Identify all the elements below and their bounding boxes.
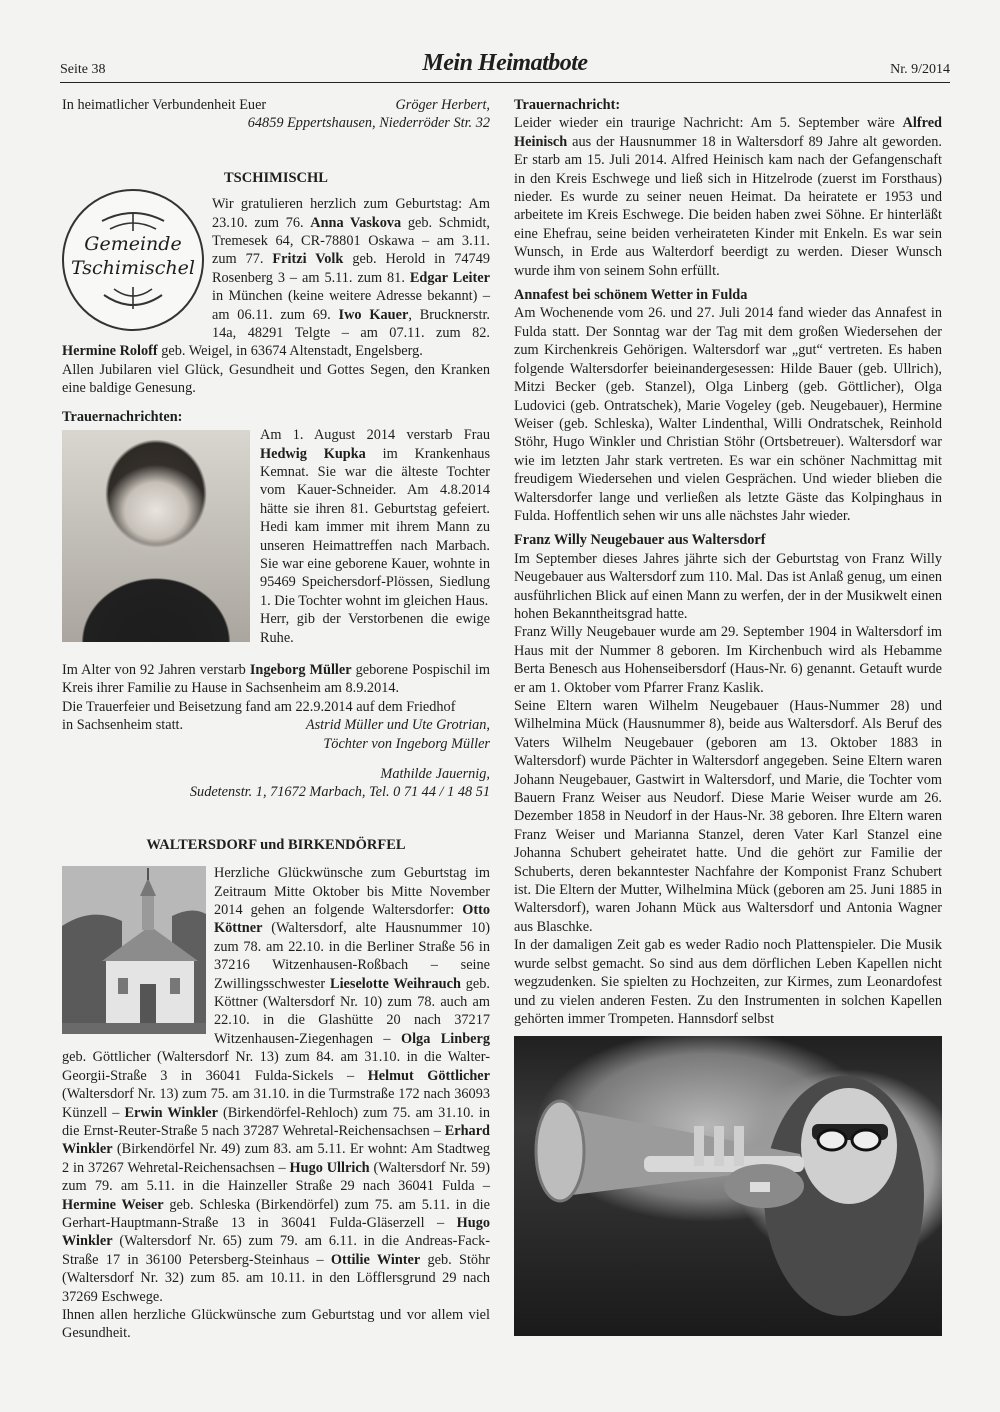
person-name: Hermine Roloff	[62, 343, 158, 360]
neugebauer-birth: Franz Willy Neugebauer wurde am 29. September 1904 in Waltersdorf im Haus mit der Nummer 8 geboren. Im Kirchenbuch wird als Hebamme Berta Benesch aus Hohenseibersdorf (Haus-Nr. 6) genannt. Getauft wurde er am 1. Oktober vom Pfarrer Franz Kaslik.	[514, 624, 942, 696]
intro-line	[62, 96, 490, 114]
text-run: im Krankenhaus Kemnat. Sie war die älteste Tochter vom Kauer-Schneider. Am 4.8.2014 hätte sie ihren 81. Geburtstag gefeiert. Hedi kam immer mit ihrem Mann zu unseren Heimattreffen nach Marbach. Sie war eine geborene Kauer, wohnte in 95469 Speichersdorf-Plössen, Siedlung 1. Die Tochter wohnt im gleichen Haus.	[260, 445, 491, 609]
person-name: Erhard Winkler	[62, 1122, 490, 1158]
trumpet-player-photo	[514, 1036, 942, 1336]
person-name: Hugo Ullrich	[289, 1159, 370, 1176]
text-run: (Waltersdorf Nr. 13) zum 75. am 31.10. in die Turmstraße 172 nach 36093 Künzell –	[62, 1086, 490, 1121]
text-run: Im Alter von 92 Jahren verstarb	[62, 661, 250, 678]
issue-number: Nr. 9/2014	[890, 62, 950, 77]
intro-signature: Gröger Herbert,	[395, 97, 490, 113]
waltersdorf-heading: WALTERSDORF und BIRKENDÖRFEL	[146, 836, 406, 853]
gemeinde-seal	[62, 189, 204, 331]
page-header	[60, 48, 950, 83]
seal-line1: Gemeinde	[84, 233, 182, 256]
text-run: Herzliche Glückwünsche zum Geburtstag im Zeitraum Mitte Oktober bis Mitte November 2014 gehen an folgende Waltersdorfer:	[214, 865, 490, 919]
text-run: in München (keine weitere Adresse bekannt) – am 06.11. zum 69.	[212, 288, 490, 323]
person-name: Anna Vaskova	[310, 214, 402, 231]
obituary-heading: Trauernachricht:	[514, 97, 621, 113]
text-run: , Brucknerstr. 14a, 48291 Telgte – am 07.11. zum 82.	[212, 306, 490, 342]
intro-address: 64859 Eppertshausen, Niederröder Str. 32	[247, 115, 490, 132]
text-run: geb. Schmidt, Tremesek 64, CR-78801 Oskawa – am 3.11. zum 77.	[212, 214, 490, 268]
text-run: geb. Göttlicher (Waltersdorf Nr. 13) zum 84. am 31.10. in die Walter-Georgii-Straße 3 in 36041 Fulda-Sickels –	[62, 1049, 490, 1084]
right-column	[514, 96, 942, 1336]
text-run: (Waltersdorf Nr. 65) zum 79. am 6.11. in die Andreas-Fack-Straße 17 in 36100 Petersberg-Steinhaus –	[62, 1233, 490, 1268]
person-name: Ottilie Winter	[330, 1251, 421, 1268]
left-column	[62, 96, 490, 1343]
neugebauer-heading: Franz Willy Neugebauer aus Waltersdorf	[514, 532, 766, 549]
sender-name: Mathilde Jauernig,	[380, 766, 490, 782]
obituary-heinisch	[514, 114, 942, 280]
person-name: Fritzi Volk	[272, 251, 344, 268]
tschimischl-heading: TSCHIMISCHL	[224, 169, 328, 186]
seal-line2: Tschimischel	[70, 257, 196, 280]
mourning-heading: Trauernachrichten:	[62, 408, 183, 425]
text-run: Leider wieder ein traurige Nachricht: Am 5. September wäre	[514, 115, 903, 132]
text-run: geb. Weigel, in 63674 Altenstadt, Engelsberg.	[157, 343, 423, 360]
neugebauer-family: Seine Eltern waren Wilhelm Neugebauer (Haus-Nummer 28) und Wilhelmina Mück (Hausnummer 8), beide aus Waltersdorf. Als Beruf des Vaters Wilhelm Neugebauer (geboren am 13. Oktober 1883 in Waltersdorf) wurde Pächter in Waltersdorf angegeben. Seine Eltern waren Johann Neugebauer, Gastwirt in Waltersdorf, und Marie, die Tochter vom Bauern Franz Weiser aus Neudorf. Diese Marie Weiser wurde am 26. Dezember 1858 in Neudorf in der Haus-Nr. 38 geboren. Ihre Eltern waren Franz Weiser und Marianna Stanzel, deren Vater Karl Stanzel eine Johanna Schubert geheiratet hatte. Und die gehört zur Familie der Schuberts, deren bekanntester Nachfahre der Komponist Franz Schubert ist. Die Eltern der Mutter, Wilhelmina Mück (geboren am 25. Juni 1885 in Waltersdorf), waren Johann Mück aus Waltersdorf und Antonia Wagner aus Blaschke.	[514, 698, 942, 935]
neugebauer-music: In der damaligen Zeit gab es weder Radio noch Plattenspieler. Die Musik wurde selbst gemacht. So sind aus dem dörflichen Leben Kapellen nicht wegzudenken. Sie spielten zu Hochzeiten, zur Kirmes, zum Leonardofest und zu vielen anderen Festen. Zu den Instrumenten in solchen Kapellen gehörten immer Trompeten. Hannsdorf selbst	[514, 937, 942, 1027]
annafest-heading: Annafest bei schönem Wetter in Fulda	[514, 287, 748, 304]
funeral-signature2: Töchter von Ingeborg Müller	[323, 735, 490, 752]
intro-text: In heimatlicher Verbundenheit Euer	[62, 97, 267, 113]
person-name: Helmut Göttlicher	[367, 1067, 491, 1084]
waltersdorf-closing: Ihnen allen herzliche Glückwünsche zum Geburtstag und vor allem viel Gesundheit.	[62, 1306, 490, 1342]
person-name: Edgar Leiter	[409, 269, 490, 286]
person-name: Erwin Winkler	[124, 1104, 218, 1121]
sender-address: Sudetenstr. 1, 71672 Marbach, Tel. 0 71 44 / 1 48 51	[189, 784, 490, 801]
text-run: (Birkendörfel Nr. 49) zum 83. am 5.11. Er wohnt: Am Stadtweg 2 in 37267 Wehretal-Reichensachsen –	[62, 1141, 490, 1176]
person-name: Hedwig Kupka	[260, 445, 366, 462]
person-name: Olga Linberg	[400, 1030, 490, 1047]
person-name: Ingeborg Müller	[249, 661, 352, 678]
neugebauer-intro: Im September dieses Jahres jährte sich der Geburtstag von Franz Willy Neugebauer aus Waltersdorf zum 110. Mal. Das ist Anlaß genug, um einen ausführlichen Blick auf einen Mann zu werfen, der in der Musikwelt einen hohen Bekanntheitsgrad hatte.	[514, 550, 942, 622]
person-name: Lieselotte Weihrauch	[330, 975, 461, 992]
funeral-place: in Sachsenheim statt.	[62, 717, 184, 734]
person-name: Alfred Heinisch	[514, 115, 942, 150]
funeral-text: Die Trauerfeier und Beisetzung fand am 22.9.2014 auf dem Friedhof	[62, 698, 456, 715]
trumpet-icon	[514, 1036, 942, 1336]
text-run: geb. Schleska (Birkendörfel) zum 75. am 5.11. in die Gerhart-Hauptmann-Straße 13 in 36041 Fulda-Gläserzell –	[62, 1196, 490, 1231]
person-name: Hugo Winkler	[62, 1214, 490, 1250]
person-name: Otto Köttner	[214, 902, 490, 937]
funeral-line	[62, 716, 490, 734]
obituary-prayer: Herr, gib der Verstorbenen die ewige Ruhe.	[260, 611, 490, 646]
text-run: Wir gratulieren herzlich zum Geburtstag: Am 23.10. zum 76.	[212, 196, 490, 231]
person-name: Iwo Kauer	[338, 306, 409, 323]
chapel-drawing-icon	[62, 866, 206, 1034]
text-run: geborene Pospischil im Kreis ihrer Familie zu Hause in Sachsenheim am 8.9.2014.	[62, 661, 491, 697]
text-run: geb. Köttner (Waltersdorf Nr. 10) zum 78. auch am 22.10. in die Glashütte 20 nach 37217 Witzenhausen-Ziegenhagen –	[214, 975, 490, 1047]
text-run: geb. Herold in 74749 Rosenberg 3 – am 5.11. zum 81.	[212, 251, 491, 286]
funeral-signature: Astrid Müller und Ute Grotrian,	[305, 717, 490, 734]
annafest-text: Am Wochenende vom 26. und 27. Juli 2014 fand wieder das Annafest in Fulda statt. Der Sonntag war der Tag mit dem großen Wiedersehen der zum Kirchenkreis Gehörigen. Waltersdorf war „gut“ vertreten. Es haben folgende Waltersdorfer beieinandergesessen: Hilde Bauer (geb. Ullrich), Mitzi Becker (geb. Stanzel), Olga Linberg (geb. Göttlicher), Olga Ludovici (geb. Ontratschek), Marie Vogeley (geb. Neugebauer), Hermine Weiser (geb. Schleska), Walter Lindenthal, Willi Ondratschek, Reinhold Stöhr, Hugo Winkler und Christian Stöhr (Ortsbetreuer). Waltersdorf war wie im letzten Jahr stark vertreten. Es war ein schöner Nachmittag mit freudigem Wiedersehen und vielen Gesprächen. Und wieder blieben die Waltersdorfer lange und verließen als letzte Gäste das Kolpinghaus in Fulda. Hoffentlich sehen wir uns alle nächstes Jahr wieder.	[514, 305, 942, 524]
person-name: Hermine Weiser	[62, 1196, 164, 1213]
chapel-photo	[62, 866, 206, 1034]
text-run: (Waltersdorf, alte Hausnummer 10) zum 78. am 22.10. in die Berliner Straße 56 in 37216 Witzenhausen-Roßbach – seine Zwillingsschwester	[214, 920, 490, 992]
text-run: aus der Hausnummer 18 in Waltersdorf 89 Jahre alt geworden. Er starb am 15. Juli 2014. Alfred Heinisch kam nach der Gefangenschaft in den Kreis Eschwege und ließ sich in Hitzelrode (zuerst im Forsthaus) nieder. Es wurde zu seiner neuen Heimat. Da heiratete er 1953 und arbeitete im Kreis Eschwege. Die beiden haben zwei Söhne. Er hinterläßt eine Ehefrau, seine beiden verheirateten Kinder mit Enkeln. Es war sein Wunsch, in Erde aus Walterdorf beerdigt zu werden. Dieser Wunsch wurde ihm von seinem Sohn erfüllt.	[514, 133, 942, 279]
page-number: Seite 38	[60, 62, 106, 77]
portrait-photo	[62, 430, 250, 642]
text-run: geb. Stöhr (Waltersdorf Nr. 32) zum 85. am 10.11. in den Löfflersgrund 29 nach 37269 Eschwege.	[62, 1251, 490, 1305]
text-run: (Waltersdorf Nr. 59) zum 79. am 5.11. in die Hainzeller Straße 29 nach 36041 Fulda –	[62, 1159, 491, 1195]
text-run: (Birkendörfel-Rehloch) zum 75. am 31.10. in die Ernst-Reuter-Straße 5 nach 37287 Wehretal-Reichensachsen –	[62, 1104, 490, 1139]
wishes-text: Allen Jubilaren viel Glück, Gesundheit und Gottes Segen, den Kranken eine baldige Genesung.	[62, 361, 490, 397]
obituary-mueller	[62, 661, 490, 698]
text-run: Am 1. August 2014 verstarb Frau	[260, 427, 490, 444]
masthead-title: Mein Heimatbote	[422, 50, 588, 76]
